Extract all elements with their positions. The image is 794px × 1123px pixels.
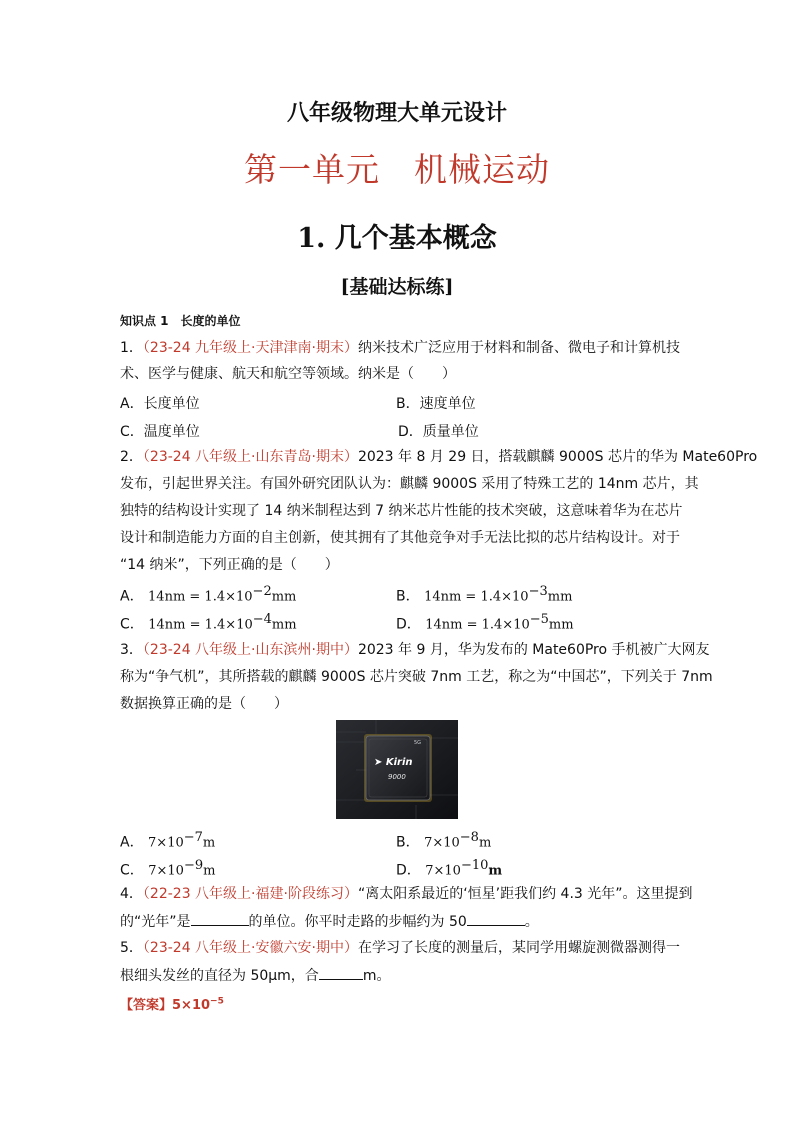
question-3-text-1: 2023 年 9 月，华为发布的 Mate60Pro 手机被广大网友 — [357, 642, 710, 658]
question-4-blank-2[interactable] — [467, 911, 525, 926]
question-5-line-2: 根细头发丝的直径为 50μm，合 m。 — [120, 965, 390, 986]
question-3-option-d[interactable]: D． $7\times 10^{-10}m$ — [396, 858, 503, 879]
question-3-number: 3． — [120, 642, 143, 658]
question-4-blank-1[interactable] — [191, 911, 249, 926]
question-2-text-5: “14 纳米”，下列正确的是（ ） — [120, 557, 339, 573]
chip-tag: 5G — [414, 740, 422, 746]
series-title: 八年级物理大单元设计 — [286, 100, 507, 126]
question-1-text-1: 纳米技术广泛应用于材料和制备、微电子和计算机技 — [357, 340, 680, 356]
question-2-line-1 — [120, 447, 757, 467]
question-5-line-1 — [120, 938, 680, 958]
question-4-line-1 — [120, 884, 693, 904]
question-3-line-1 — [120, 640, 710, 660]
chip-brand-logo: ➤ Kirin — [374, 757, 413, 768]
question-2-text-2: 发布，引起世界关注。有国外研究团队认为：麒麟 9000S 采用了特殊工艺的 14nm 芯片，其 — [120, 476, 699, 492]
question-1-option-d[interactable]: D．质量单位 — [398, 424, 479, 440]
question-1-option-a[interactable]: A．长度单位 — [120, 396, 200, 412]
question-2-text-4: 设计和制造能力方面的自主创新，使其拥有了其他竞争对手无法比拟的芯片结构设计。对于 — [120, 530, 680, 546]
knowledge-point-heading: 知识点 1 长度的单位 — [120, 314, 241, 328]
question-1-text-2: 术、医学与健康、航天和航空等领域。纳米是（ ） — [120, 366, 456, 382]
question-5-text-1: 在学习了长度的测量后，某同学用螺旋测微器测得一 — [357, 940, 680, 956]
kirin-chip-image — [336, 720, 458, 819]
question-1-option-b[interactable]: B．速度单位 — [396, 396, 476, 412]
question-3-text-3: 数据换算正确的是（ ） — [120, 696, 288, 712]
answer-label: 【答案】 — [120, 998, 173, 1013]
question-1-line-1 — [120, 338, 680, 358]
answer-line — [120, 994, 224, 1013]
chip-illustration — [336, 720, 458, 819]
question-5-blank[interactable] — [319, 965, 363, 980]
section-title: [基础达标练] — [340, 276, 454, 298]
unit-title: 第一单元 机械运动 — [244, 150, 550, 189]
question-1-number: 1． — [120, 340, 143, 356]
question-4-number: 4． — [120, 886, 143, 902]
question-3-source: （23-24 八年级上·山东滨州·期中） — [142, 642, 358, 658]
question-1-option-c[interactable]: C．温度单位 — [120, 424, 200, 440]
question-4-source: （22-23 八年级上·福建·阶段练习） — [142, 886, 358, 902]
lesson-title: 1. 几个基本概念 — [297, 223, 497, 254]
question-2-number: 2． — [120, 449, 143, 465]
question-3-text-2: 称为“争气机”，其所搭载的麒麟 9000S 芯片突破 7nm 工艺，称之为“中国芯”，下列关于 7nm — [120, 669, 713, 685]
question-4-line-2: 的“光年”是 的单位。你平时走路的步幅约为 50 。 — [120, 911, 539, 932]
question-2-source: （23-24 八年级上·山东青岛·期末） — [142, 449, 358, 465]
question-1-source: （23-24 九年级上·天津津南·期末） — [142, 340, 358, 356]
question-5-number: 5． — [120, 940, 143, 956]
answer-value: $5\times 10^{-5}$ — [172, 996, 224, 1013]
chip-model: 9000 — [388, 773, 406, 781]
question-3-option-b[interactable]: B． $7\times 10^{-8}m$ — [396, 830, 492, 851]
question-2-text-1: 2023 年 8 月 29 日，搭载麒麟 9000S 芯片的华为 Mate60Pro — [357, 449, 758, 465]
question-3-option-c[interactable]: C． $7\times 10^{-9}m$ — [120, 858, 216, 879]
question-5-source: （23-24 八年级上·安徽六安·期中） — [142, 940, 358, 956]
question-2-option-d[interactable]: D． $14nm = 1.4\times 10^{-5}mm$ — [396, 612, 574, 633]
question-2-option-c[interactable]: C． $14nm = 1.4\times 10^{-4}mm$ — [120, 612, 297, 633]
question-4-text-1: “离太阳系最近的‘恒星’距我们约 4.3 光年”。这里提到 — [357, 886, 693, 902]
question-2-option-a[interactable]: A． $14nm = 1.4\times 10^{-2}mm$ — [120, 584, 297, 605]
question-3-option-a[interactable]: A． $7\times 10^{-7}m$ — [120, 830, 216, 851]
question-2-option-b[interactable]: B． $14nm = 1.4\times 10^{-3}mm$ — [396, 584, 573, 605]
question-2-text-3: 独特的结构设计实现了 14 纳米制程达到 7 纳米芯片性能的技术突破，这意味着华为在芯片 — [120, 503, 683, 519]
